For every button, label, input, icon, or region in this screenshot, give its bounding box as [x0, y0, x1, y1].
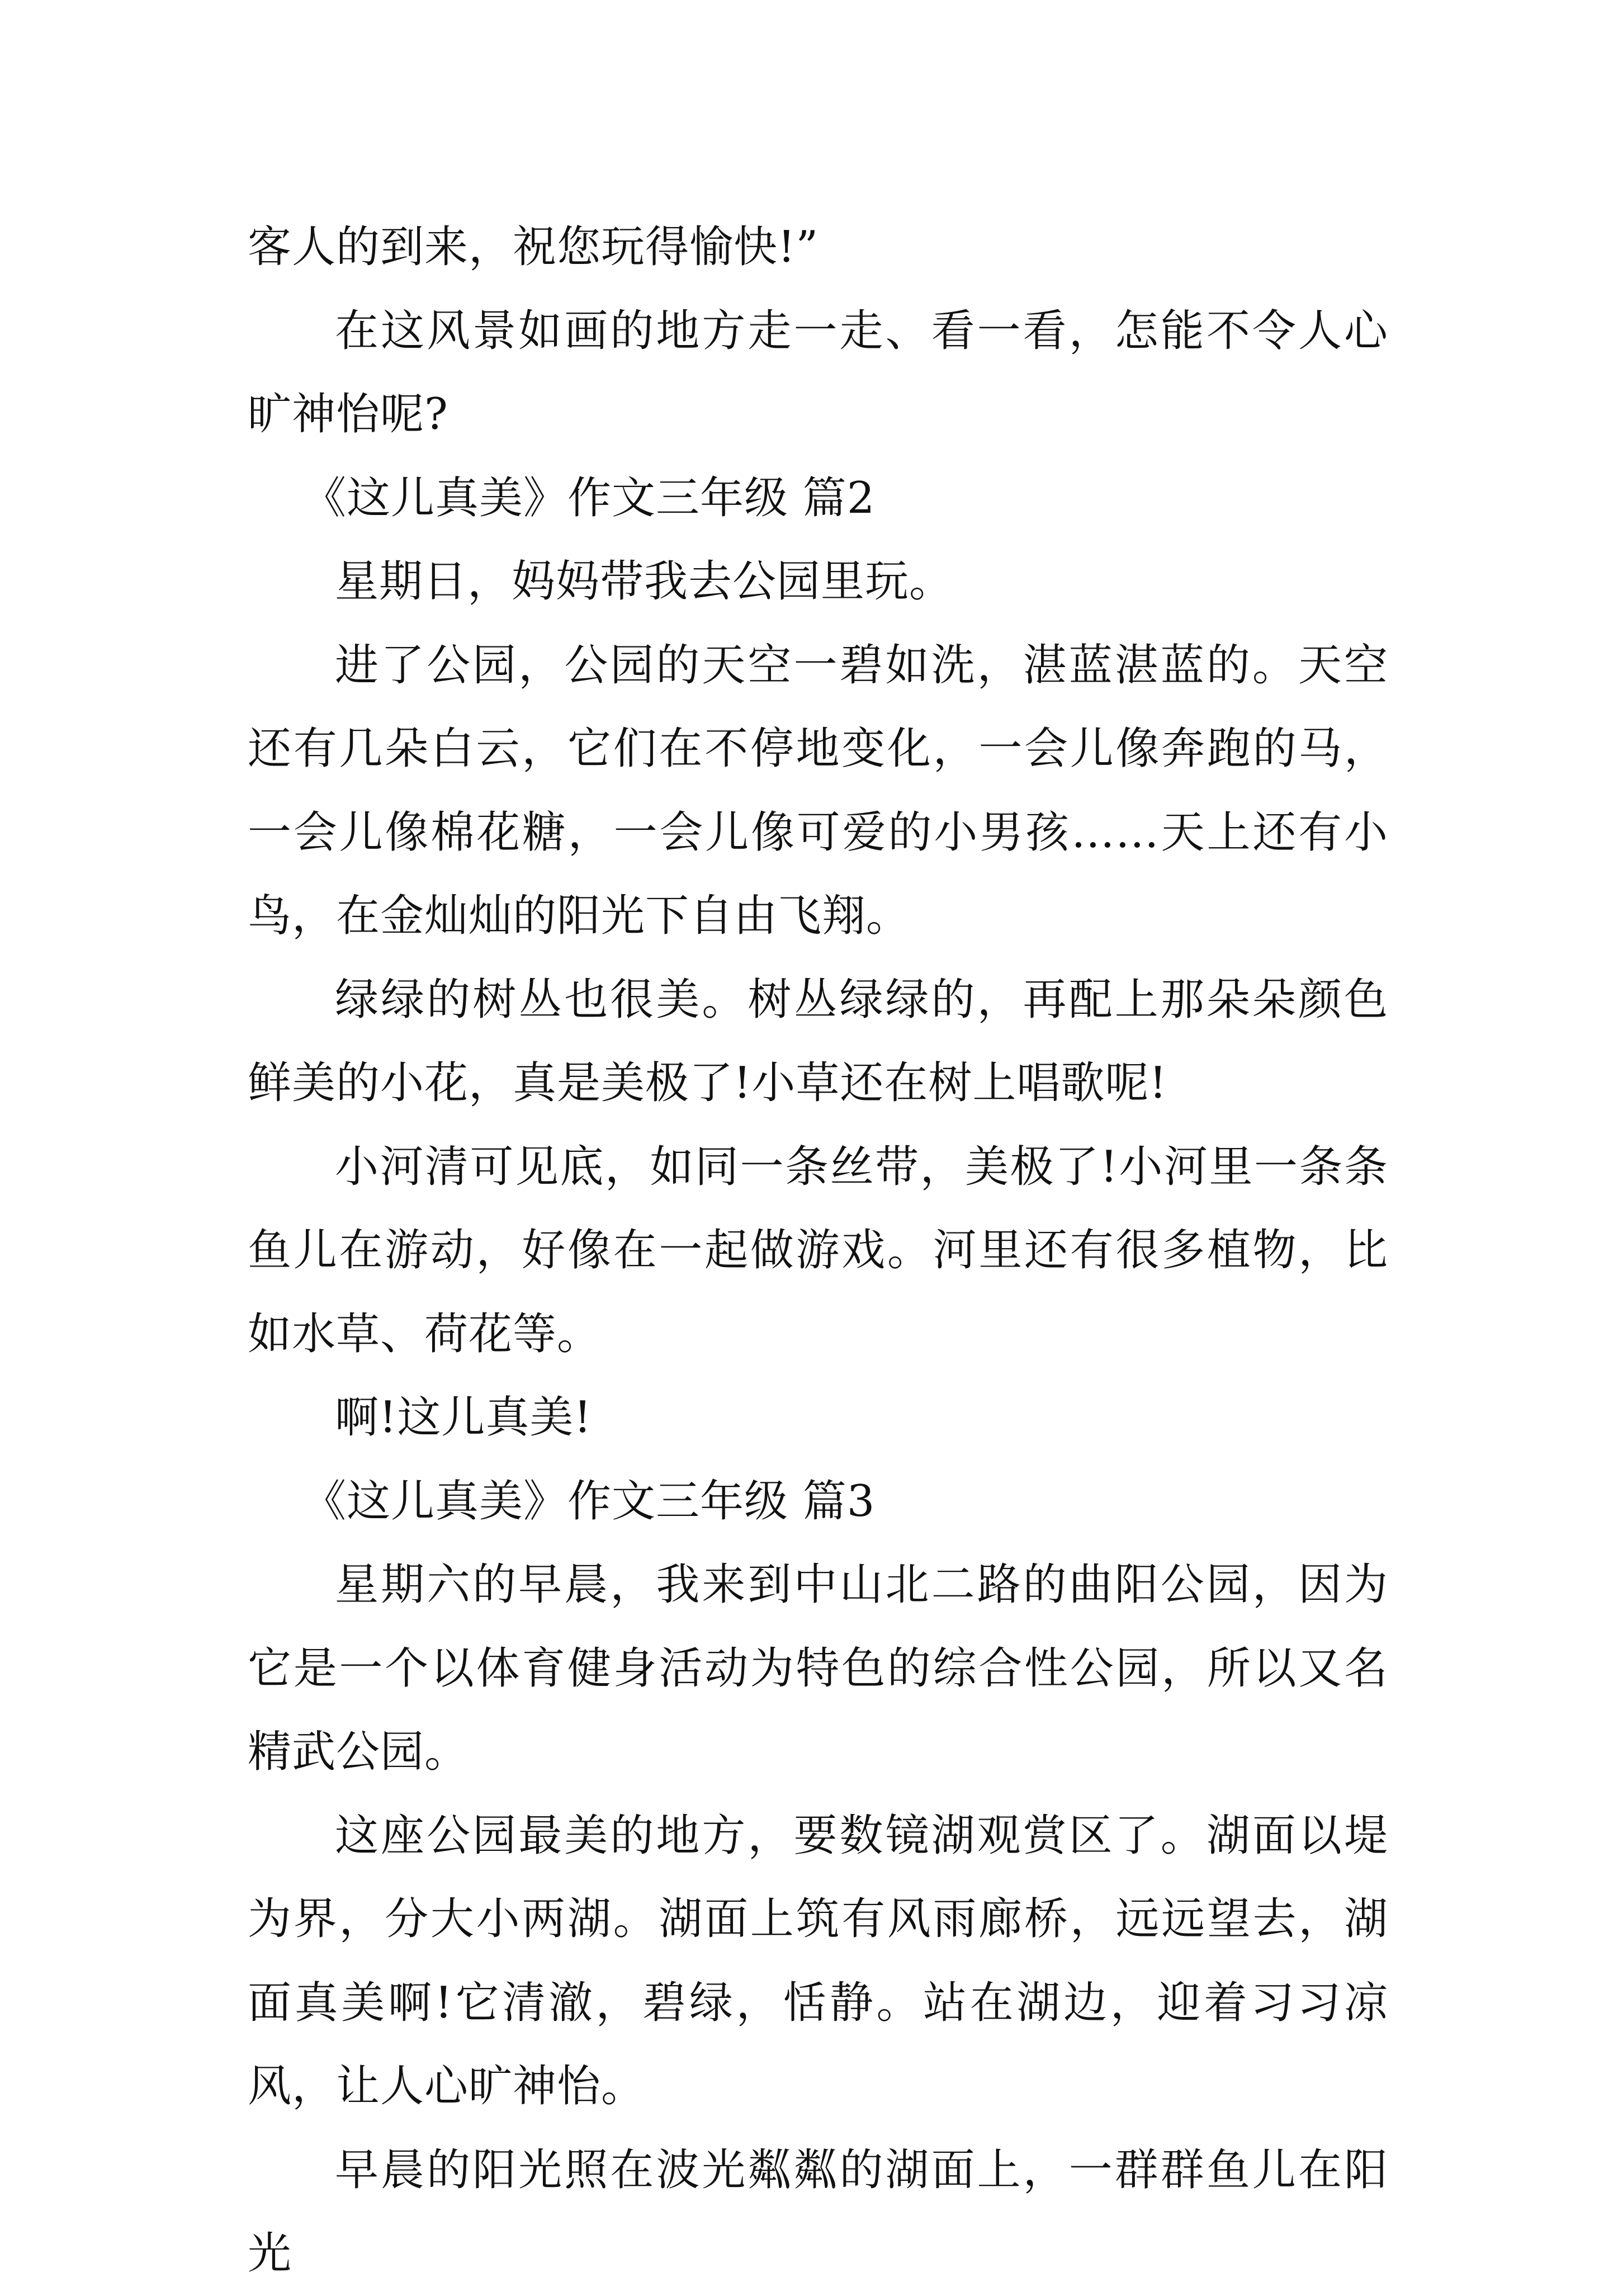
paragraph: 早晨的阳光照在波光粼粼的湖面上，一群群鱼儿在阳光 — [248, 2144, 1388, 2279]
paragraph: 绿绿的树丛也很美。树丛绿绿的，再配上那朵朵颜色鲜美的小花，真是美极了!小草还在树上唱歌呢! — [248, 974, 1388, 1108]
document-body — [248, 206, 1388, 2296]
paragraph: 星期六的早晨，我来到中山北二路的曲阳公园，因为它是一个以体育健身活动为特色的综合性公园，所以又名精武公园。 — [248, 1560, 1388, 1777]
paragraph: 啊!这儿真美! — [335, 1392, 592, 1443]
paragraph: 这座公园最美的地方，要数镜湖观赏区了。湖面以堤为界，分大小两湖。湖面上筑有风雨廊桥，远远望去，湖面真美啊!它清澈，碧绿，恬静。站在湖边，迎着习习凉风，让人心旷神怡。 — [248, 1810, 1388, 2111]
paragraph: 客人的到来，祝您玩得愉快!” — [248, 222, 819, 272]
section-heading: 《这儿真美》作文三年级 篇2 — [302, 473, 876, 523]
paragraph: 进了公园，公园的天空一碧如洗，湛蓝湛蓝的。天空还有几朵白云，它们在不停地变化，一会儿像奔跑的马，一会儿像棉花糖，一会儿像可爱的小男孩……天上还有小鸟，在金灿灿的阳光下自由飞翔。 — [248, 640, 1388, 941]
section-heading: 《这儿真美》作文三年级 篇3 — [302, 1476, 876, 1527]
paragraph: 小河清可见底，如同一条丝带，美极了!小河里一条条鱼儿在游动，好像在一起做游戏。河里还有很多植物，比如水草、荷花等。 — [248, 1141, 1388, 1359]
paragraph: 星期日，妈妈带我去公园里玩。 — [335, 556, 954, 607]
paragraph: 在这风景如画的地方走一走、看一看，怎能不令人心旷神怡呢? — [248, 305, 1388, 440]
